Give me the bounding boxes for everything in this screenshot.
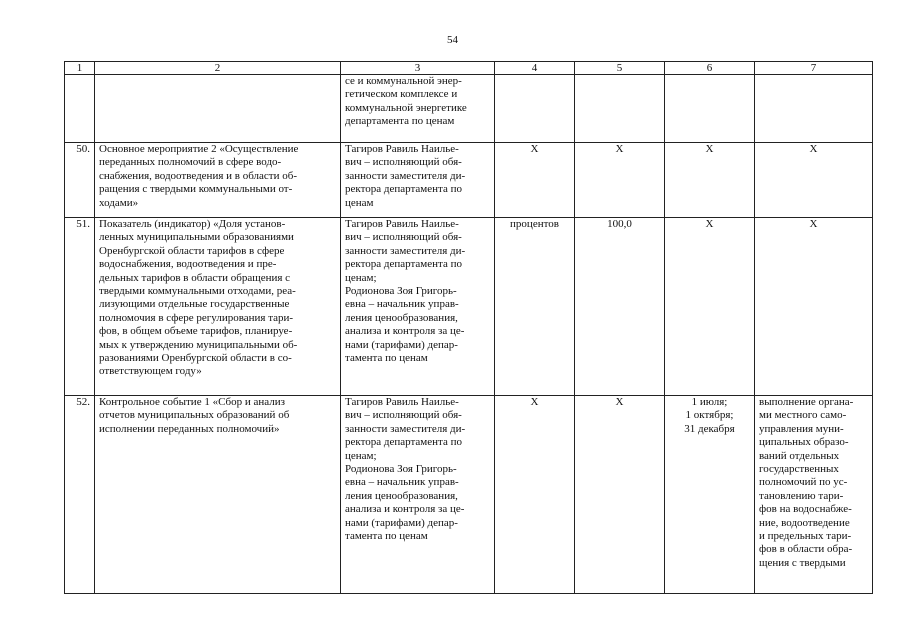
table-row <box>65 143 873 218</box>
unit: X <box>495 396 575 594</box>
header-row <box>65 62 873 75</box>
measure-name: Основное мероприятие 2 «Осуществление переданных полномочий в сфере водо- снабжения, водоотведения и в области об- ращения с твердыми коммунальными от- ходами» <box>95 143 341 218</box>
deadline: X <box>665 218 755 396</box>
result: выполнение органа- ми местного само- управления муни- ципальных образо- ваний отдельных государственных полномочий по ус- тановлению тари- фов на водоснабже- ние, водоотведение и предельных тари- фов в области обра- щения с твердыми <box>755 396 873 594</box>
page-number: 54 <box>447 34 458 46</box>
value: X <box>575 143 665 218</box>
header-col-1: 1 <box>65 62 95 75</box>
deadline <box>665 75 755 143</box>
program-table <box>64 61 873 594</box>
unit: X <box>495 143 575 218</box>
row-number: 50. <box>65 143 95 218</box>
result: X <box>755 143 873 218</box>
row-number: 52. <box>65 396 95 594</box>
responsible: Тагиров Равиль Наилье- вич – исполняющий обя- занности заместителя ди- ректора департамента по ценам; Родионова Зоя Григорь- евна – начальник управ- ления ценообразования, анализа и контроля за це- нами (тарифами) депар- тамента по ценам <box>341 218 495 396</box>
table-row <box>65 396 873 594</box>
header-col-7: 7 <box>755 62 873 75</box>
header-col-4: 4 <box>495 62 575 75</box>
result: X <box>755 218 873 396</box>
measure-name <box>95 75 341 143</box>
row-number: 51. <box>65 218 95 396</box>
value: 100,0 <box>575 218 665 396</box>
header-col-5: 5 <box>575 62 665 75</box>
value <box>575 75 665 143</box>
deadline: X <box>665 143 755 218</box>
unit: процентов <box>495 218 575 396</box>
responsible: се и коммунальной энер- гетическом комплексе и коммунальной энергетике департамента по ценам <box>341 75 495 143</box>
unit <box>495 75 575 143</box>
header-col-3: 3 <box>341 62 495 75</box>
result <box>755 75 873 143</box>
header-col-2: 2 <box>95 62 341 75</box>
measure-name: Контрольное событие 1 «Сбор и анализ отчетов муниципальных образований об исполнении переданных полномочий» <box>95 396 341 594</box>
deadline: 1 июля; 1 октября; 31 декабря <box>665 396 755 594</box>
table-row <box>65 75 873 143</box>
header-col-6: 6 <box>665 62 755 75</box>
table-row <box>65 218 873 396</box>
responsible: Тагиров Равиль Наилье- вич – исполняющий обя- занности заместителя ди- ректора департамента по ценам <box>341 143 495 218</box>
measure-name: Показатель (индикатор) «Доля установ- ленных муниципальными образованиями Оренбургской области тарифов в сфере водоснабжения, водоотведения и пре- дельных тарифов в области обращения с твердыми коммунальными отходами, реа- лизующими отдельные государственные полномочия в сфере регулирования тари- фов, в общем объеме тарифов, планируе- мых к утверждению муниципальными об- разованиями Оренбургской области в со- ответствующем году» <box>95 218 341 396</box>
row-number <box>65 75 95 143</box>
value: X <box>575 396 665 594</box>
responsible: Тагиров Равиль Наилье- вич – исполняющий обя- занности заместителя ди- ректора департамента по ценам; Родионова Зоя Григорь- евна – начальник управ- ления ценообразования, анализа и контроля за це- нами (тарифами) депар- тамента по ценам <box>341 396 495 594</box>
